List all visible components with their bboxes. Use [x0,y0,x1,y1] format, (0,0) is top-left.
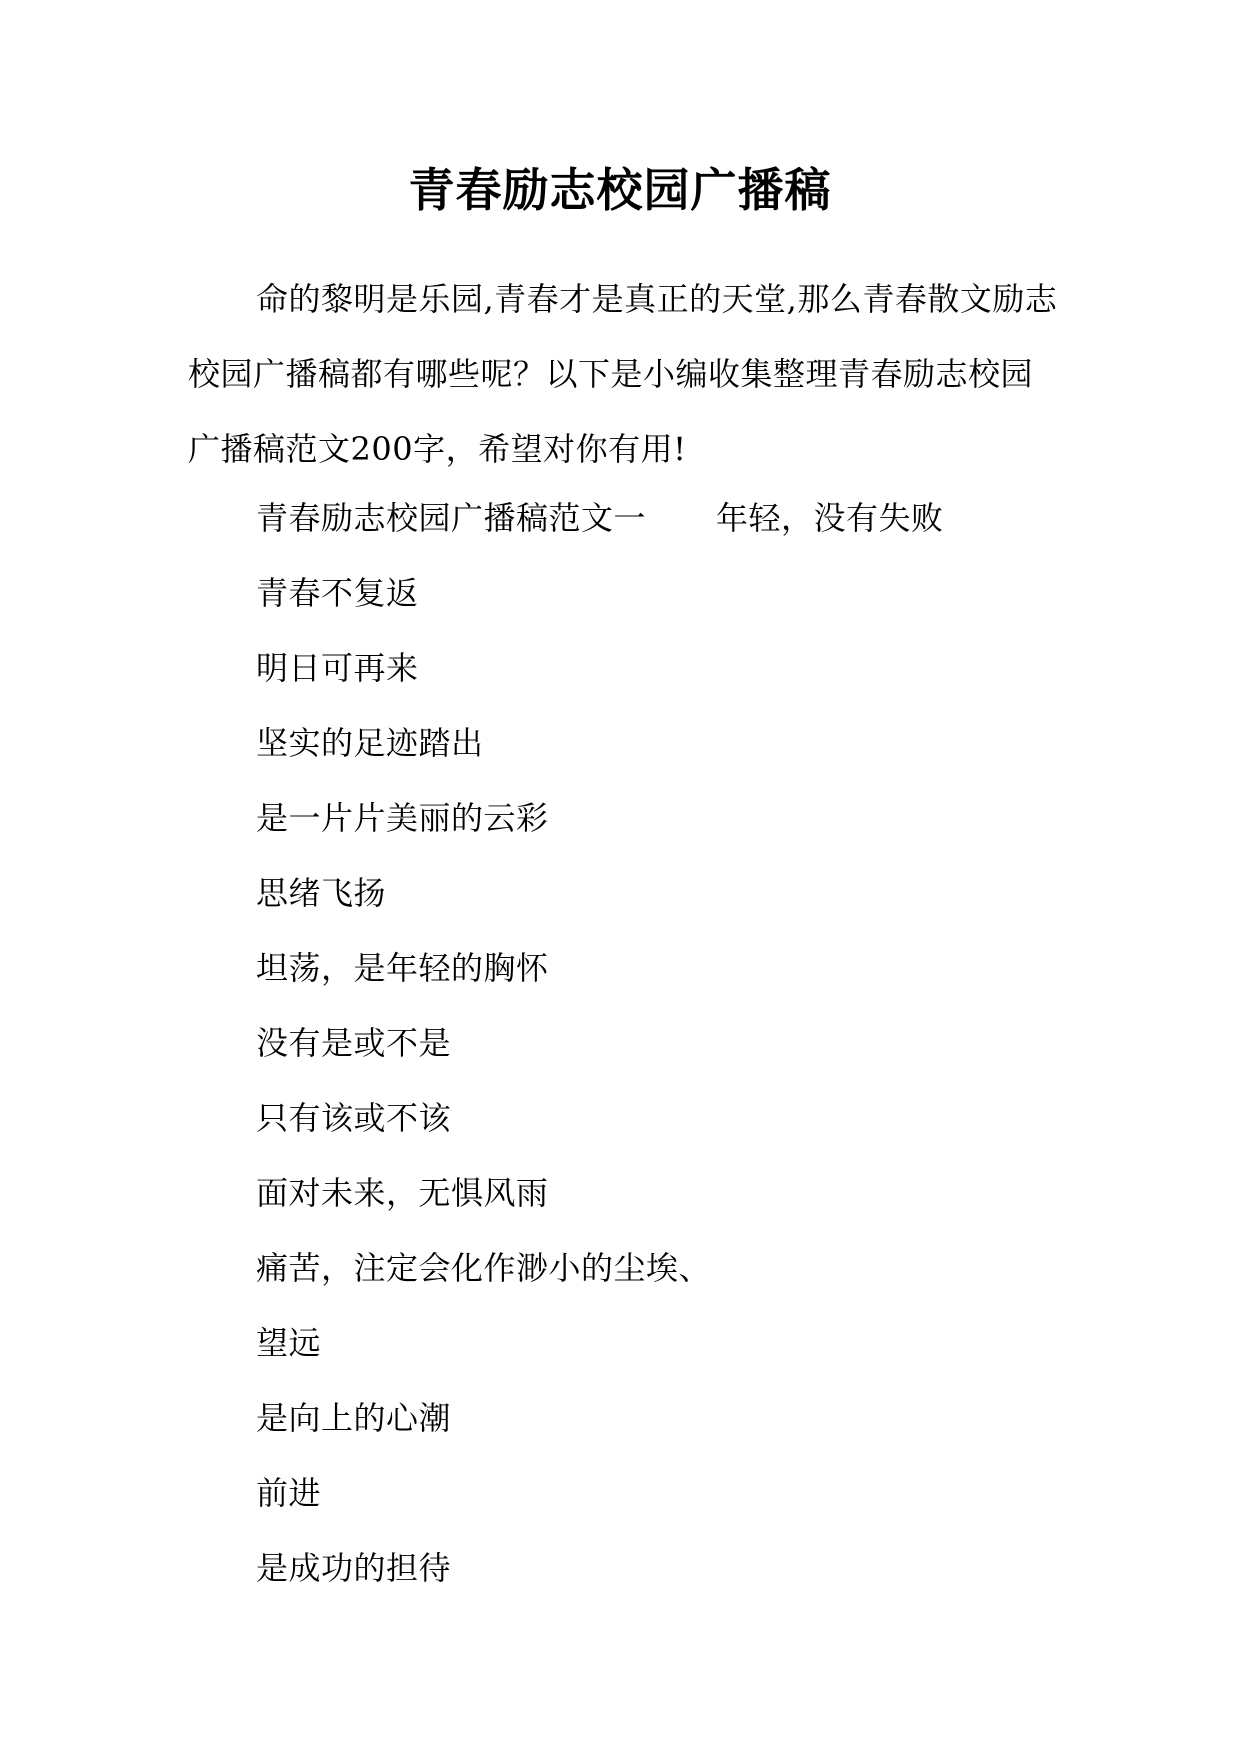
poem-line: 前进 [256,1474,322,1512]
poem-line: 思绪飞扬 [256,874,387,912]
poem-line: 没有是或不是 [256,1024,452,1062]
poem-first-line: 年轻，没有失败 [716,499,944,537]
section-heading: 青春励志校园广播稿范文一 [256,499,647,537]
poem-line: 坦荡，是年轻的胸怀 [256,949,549,987]
poem-line: 望远 [256,1324,322,1362]
intro-paragraph: 命的黎明是乐园,青春才是真正的天堂,那么青春散文励志校园广播稿都有哪些呢？以下是小编收集整理青春励志校园广播稿范文200字，希望对你有用! [188,280,1058,468]
poem-line: 痛苦，注定会化作渺小的尘埃、 [256,1249,712,1287]
poem-line: 是一片片美丽的云彩 [256,799,549,837]
poem-heading-line [256,494,1076,569]
poem-line: 明日可再来 [256,649,419,687]
poem-line: 面对未来，无惧风雨 [256,1174,549,1212]
poem-line: 是成功的担待 [256,1549,452,1587]
document-title: 青春励志校园广播稿 [408,163,832,217]
poem-line: 是向上的心潮 [256,1399,452,1437]
poem-line: 坚实的足迹踏出 [256,724,484,762]
poem-line: 青春不复返 [256,574,419,612]
poem-line: 只有该或不该 [256,1099,452,1137]
poem-body [256,494,1076,1619]
